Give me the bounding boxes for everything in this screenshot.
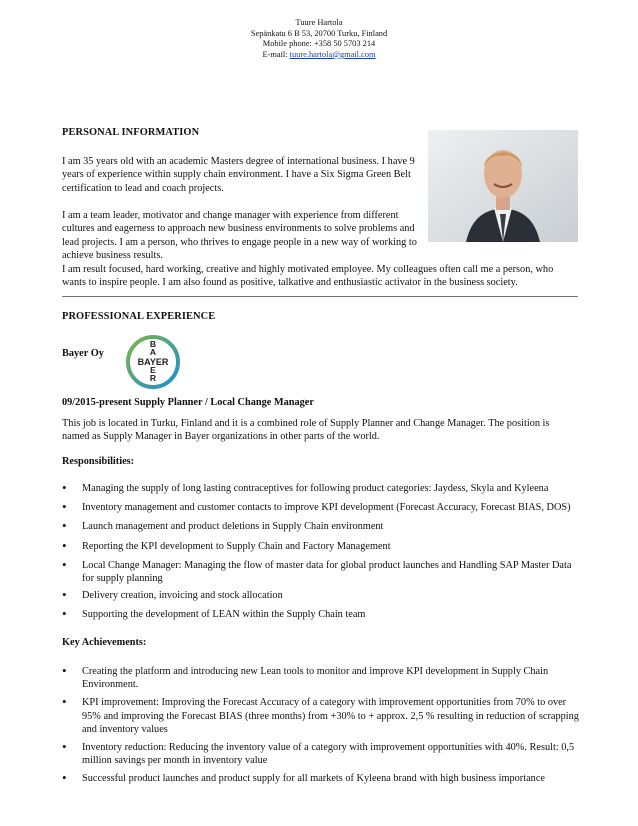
logo-letter-b: B <box>149 339 157 349</box>
list-item: • Local Change Manager: Managing the flow of master data for global product launches and Handling SAP Master Data for supply planning <box>62 556 572 585</box>
bullet-icon: • <box>62 499 67 515</box>
list-item: • Reporting the KPI development to Supply Chain and Factory Management <box>62 537 391 553</box>
bullet-icon: • <box>62 587 67 603</box>
contact-header <box>0 18 638 60</box>
list-item: • Supporting the development of LEAN within the Supply Chain team <box>62 606 366 622</box>
bullet-icon: • <box>62 739 67 755</box>
list-item: • Launch management and product deletions in Supply Chain environment <box>62 518 384 534</box>
bayer-logo <box>124 334 182 390</box>
responsibilities-title: Responsibilities: <box>62 456 135 467</box>
bullet-icon: • <box>62 480 67 495</box>
personal-info-title: PERSONAL INFORMATION <box>62 127 200 138</box>
bullet-icon: • <box>62 663 67 678</box>
list-item: • Inventory reduction: Reducing the inventory value of a category with improvement opportunities with 40%. Result: 0,5 million savings per month in inventory value <box>62 739 575 767</box>
list-item: • Creating the platform and introducing new Lean tools to monitor and improve KPI development in Supply Chain Environment. <box>62 663 549 691</box>
personal-paragraph-3: I am result focused, hard working, creative and highly motivated employee. My colleagues often call me a person, who wants to inspire people. I am also found as positive, talkative and enthusiastic activator in the business society. <box>62 264 554 289</box>
professional-title: PROFESSIONAL EXPERIENCE <box>62 311 216 322</box>
section-divider <box>62 296 578 297</box>
company-name: Bayer Oy <box>62 348 104 359</box>
bullet-icon: • <box>62 537 67 553</box>
candidate-name: Tuure Hartola <box>295 18 343 27</box>
bullet-icon: • <box>62 606 67 622</box>
email-label: E-mail: <box>262 49 290 59</box>
bullet-icon: • <box>62 556 67 572</box>
bullet-icon: • <box>62 770 67 786</box>
profile-photo <box>428 130 578 242</box>
logo-letter-r: R <box>149 373 157 383</box>
email-line <box>0 50 638 61</box>
address: Sepänkatu 6 B 53, 20700 Turku, Finland <box>250 28 388 38</box>
list-item: • Successful product launches and product supply for all markets of Kyleena brand with high business importance <box>62 770 545 786</box>
list-item: • KPI improvement: Improving the Forecast Accuracy of a category with improvement opportunities from 70% to over 95% and improving the Forecast BIAS (three months) from +30% to + approx. 2,5 % resulting in reduction of scrapping and inventory values <box>62 694 579 735</box>
achievements-title: Key Achievements: <box>62 637 147 648</box>
bullet-icon: • <box>62 518 67 534</box>
list-item: • Delivery creation, invoicing and stock allocation <box>62 587 283 603</box>
responsibilities-list <box>62 482 582 622</box>
job-description: This job is located in Turku, Finland and it is a combined role of Supply Planner and Change Manager. The position is named as Supply Manager in Bayer organizations in other parts of the world. <box>62 418 550 443</box>
logo-word: BAYER <box>137 357 169 367</box>
email-link[interactable]: tuure.hartola@gmail.com <box>289 49 376 59</box>
phone: Mobile phone: +358 50 5703 214 <box>262 39 376 49</box>
list-item: • Inventory management and customer contacts to improve KPI development (Forecast Accuracy, Forecast BIAS, DOS) <box>62 499 571 515</box>
achievements-list <box>62 665 582 786</box>
personal-paragraph-1: I am 35 years old with an academic Masters degree of international business. I have 9 years of experience within supply chain environment. I have a Six Sigma Green Belt certification to lead and coach projects. <box>62 156 415 194</box>
logo-letter-e: E <box>150 365 156 375</box>
personal-paragraph-2: I am a team leader, motivator and change manager with experience from different cultures and eagerness to approach new business environments to solve problems and lead projects. I am a person, who thrives to engage people in a new way of working to achieve business results. <box>62 210 417 262</box>
list-item: • Managing the supply of long lasting contraceptives for following product categories: Jaydess, Skyla and Kyleena <box>62 480 549 495</box>
job-role: 09/2015-present Supply Planner / Local Change Manager <box>62 397 314 408</box>
logo-letter-a: A <box>149 347 157 357</box>
bullet-icon: • <box>62 694 67 710</box>
